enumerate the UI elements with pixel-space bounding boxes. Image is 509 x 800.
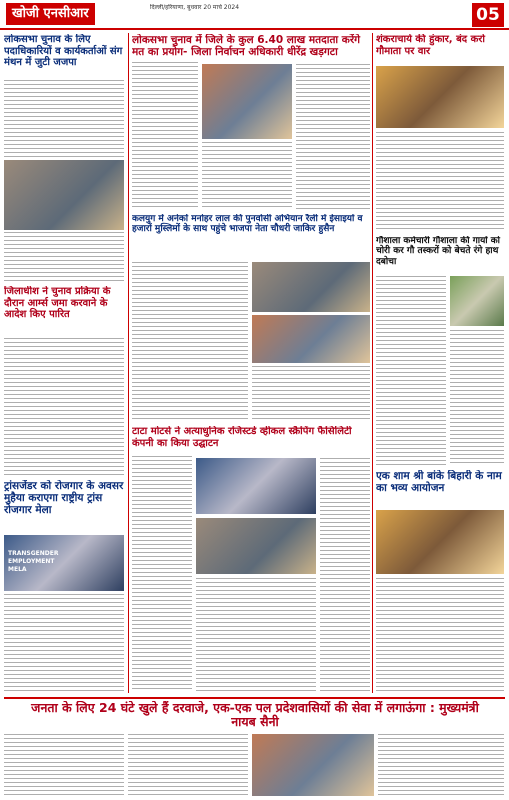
divider-right — [372, 33, 373, 693]
newspaper-logo: खोजी एनसीआर — [6, 3, 95, 25]
headline-election: लोकसभा चुनाव में जिले के कुल 6.40 लाख मतदाता करेंगे मत का प्रयोग- जिला निर्वाचन अधिकारी धीरेंद्र खड़गटा — [132, 34, 361, 59]
headline-jjp: लोकसभा चुनाव के लिए पदाधिकारियों व कार्यकर्ताओं संग मंथन में जुटी जजपा — [4, 34, 123, 68]
article-body-gaushala — [376, 276, 446, 466]
article-body-transgender — [4, 594, 124, 694]
divider-bottom — [4, 697, 505, 699]
headline-cm: जनता के लिए 24 घंटे खुले हैं दरवाजे, एक-एक पल प्रदेशवासियों की सेवा में लगाऊंगा : मुख्यमंत्री नायब सैनी — [31, 701, 479, 730]
article-body-cm-2 — [128, 734, 248, 796]
photo-district-officer — [202, 64, 292, 139]
article-body-jjp — [4, 80, 124, 158]
headline-gaushala: गौशाला कर्मचारी गौशाला की गायों को चोरी कर गौ तस्करों को बेचते रंगे हाथ दबोचा — [376, 236, 501, 267]
article-body-tata-3 — [320, 458, 370, 692]
headline-tata: टाटा मोटर्स ने अत्याधुनिक रजिस्टर्ड व्हीकल स्क्रैपिंग फैसिलिटी कंपनी का किया उद्घाटन — [132, 426, 352, 449]
photo-tata-inauguration — [196, 518, 316, 574]
headline-arms: जिलाधीश ने चुनाव प्रक्रिया के दौरान आर्म्स जमा करवाने के आदेश किए पारित — [4, 286, 111, 320]
photo-banke-bihari — [376, 510, 504, 574]
article-body-gaushala-2 — [450, 330, 504, 466]
article-body-cm — [4, 734, 124, 796]
photo-cm-nayab-saini — [252, 734, 374, 796]
photo-gaushala — [450, 276, 504, 326]
trans-banner-text: TRANSGENDER EMPLOYMENT MELA — [8, 550, 59, 573]
article-body-election — [132, 62, 198, 210]
headline-banke-bihari: एक शाम श्री बांके बिहारी के नाम का भव्य आयोजन — [376, 470, 502, 495]
dateline: दिल्ली/हरियाणा, बुधवार 20 मार्च 2024 — [150, 4, 240, 11]
article-body-shankaracharya — [376, 132, 504, 232]
headline-transgender: ट्रांसजेंडर को रोजगार के अवसर मुहैया कराएगा राष्ट्रीय ट्रांस रोजगार मेला — [4, 480, 124, 517]
photo-jjp-meeting — [4, 160, 124, 230]
article-body-arms — [4, 338, 124, 476]
headline-shankaracharya: शंकराचार्य की हुंकार, बंद करो गौमाता पर वार — [376, 34, 485, 57]
article-body-cm-3 — [378, 734, 504, 796]
page-number: 05 — [472, 3, 504, 27]
article-body-tata-2 — [196, 578, 316, 692]
photo-rally-stage — [252, 315, 370, 363]
headline-rally: कलयुग में अनेकों मनोहर लाल की पुनर्वासी अभियान रैली में ईसाइयों व हजारों मुस्लिमों के साथ पहुंचे भाजपा नेता चौधरी जाकिर हुसैन — [132, 214, 363, 235]
article-body-election-2 — [296, 64, 370, 210]
article-body-rally — [132, 262, 248, 422]
divider-top — [128, 33, 129, 693]
article-body-tata — [132, 456, 192, 692]
article-body-banke-bihari — [376, 578, 504, 692]
article-body-election-3 — [202, 142, 292, 210]
article-body-jjp-2 — [4, 232, 124, 282]
photo-tata-facility — [196, 458, 316, 514]
photo-rally-crowd — [252, 262, 370, 312]
photo-shankaracharya — [376, 66, 504, 128]
article-body-rally-2 — [252, 366, 370, 422]
